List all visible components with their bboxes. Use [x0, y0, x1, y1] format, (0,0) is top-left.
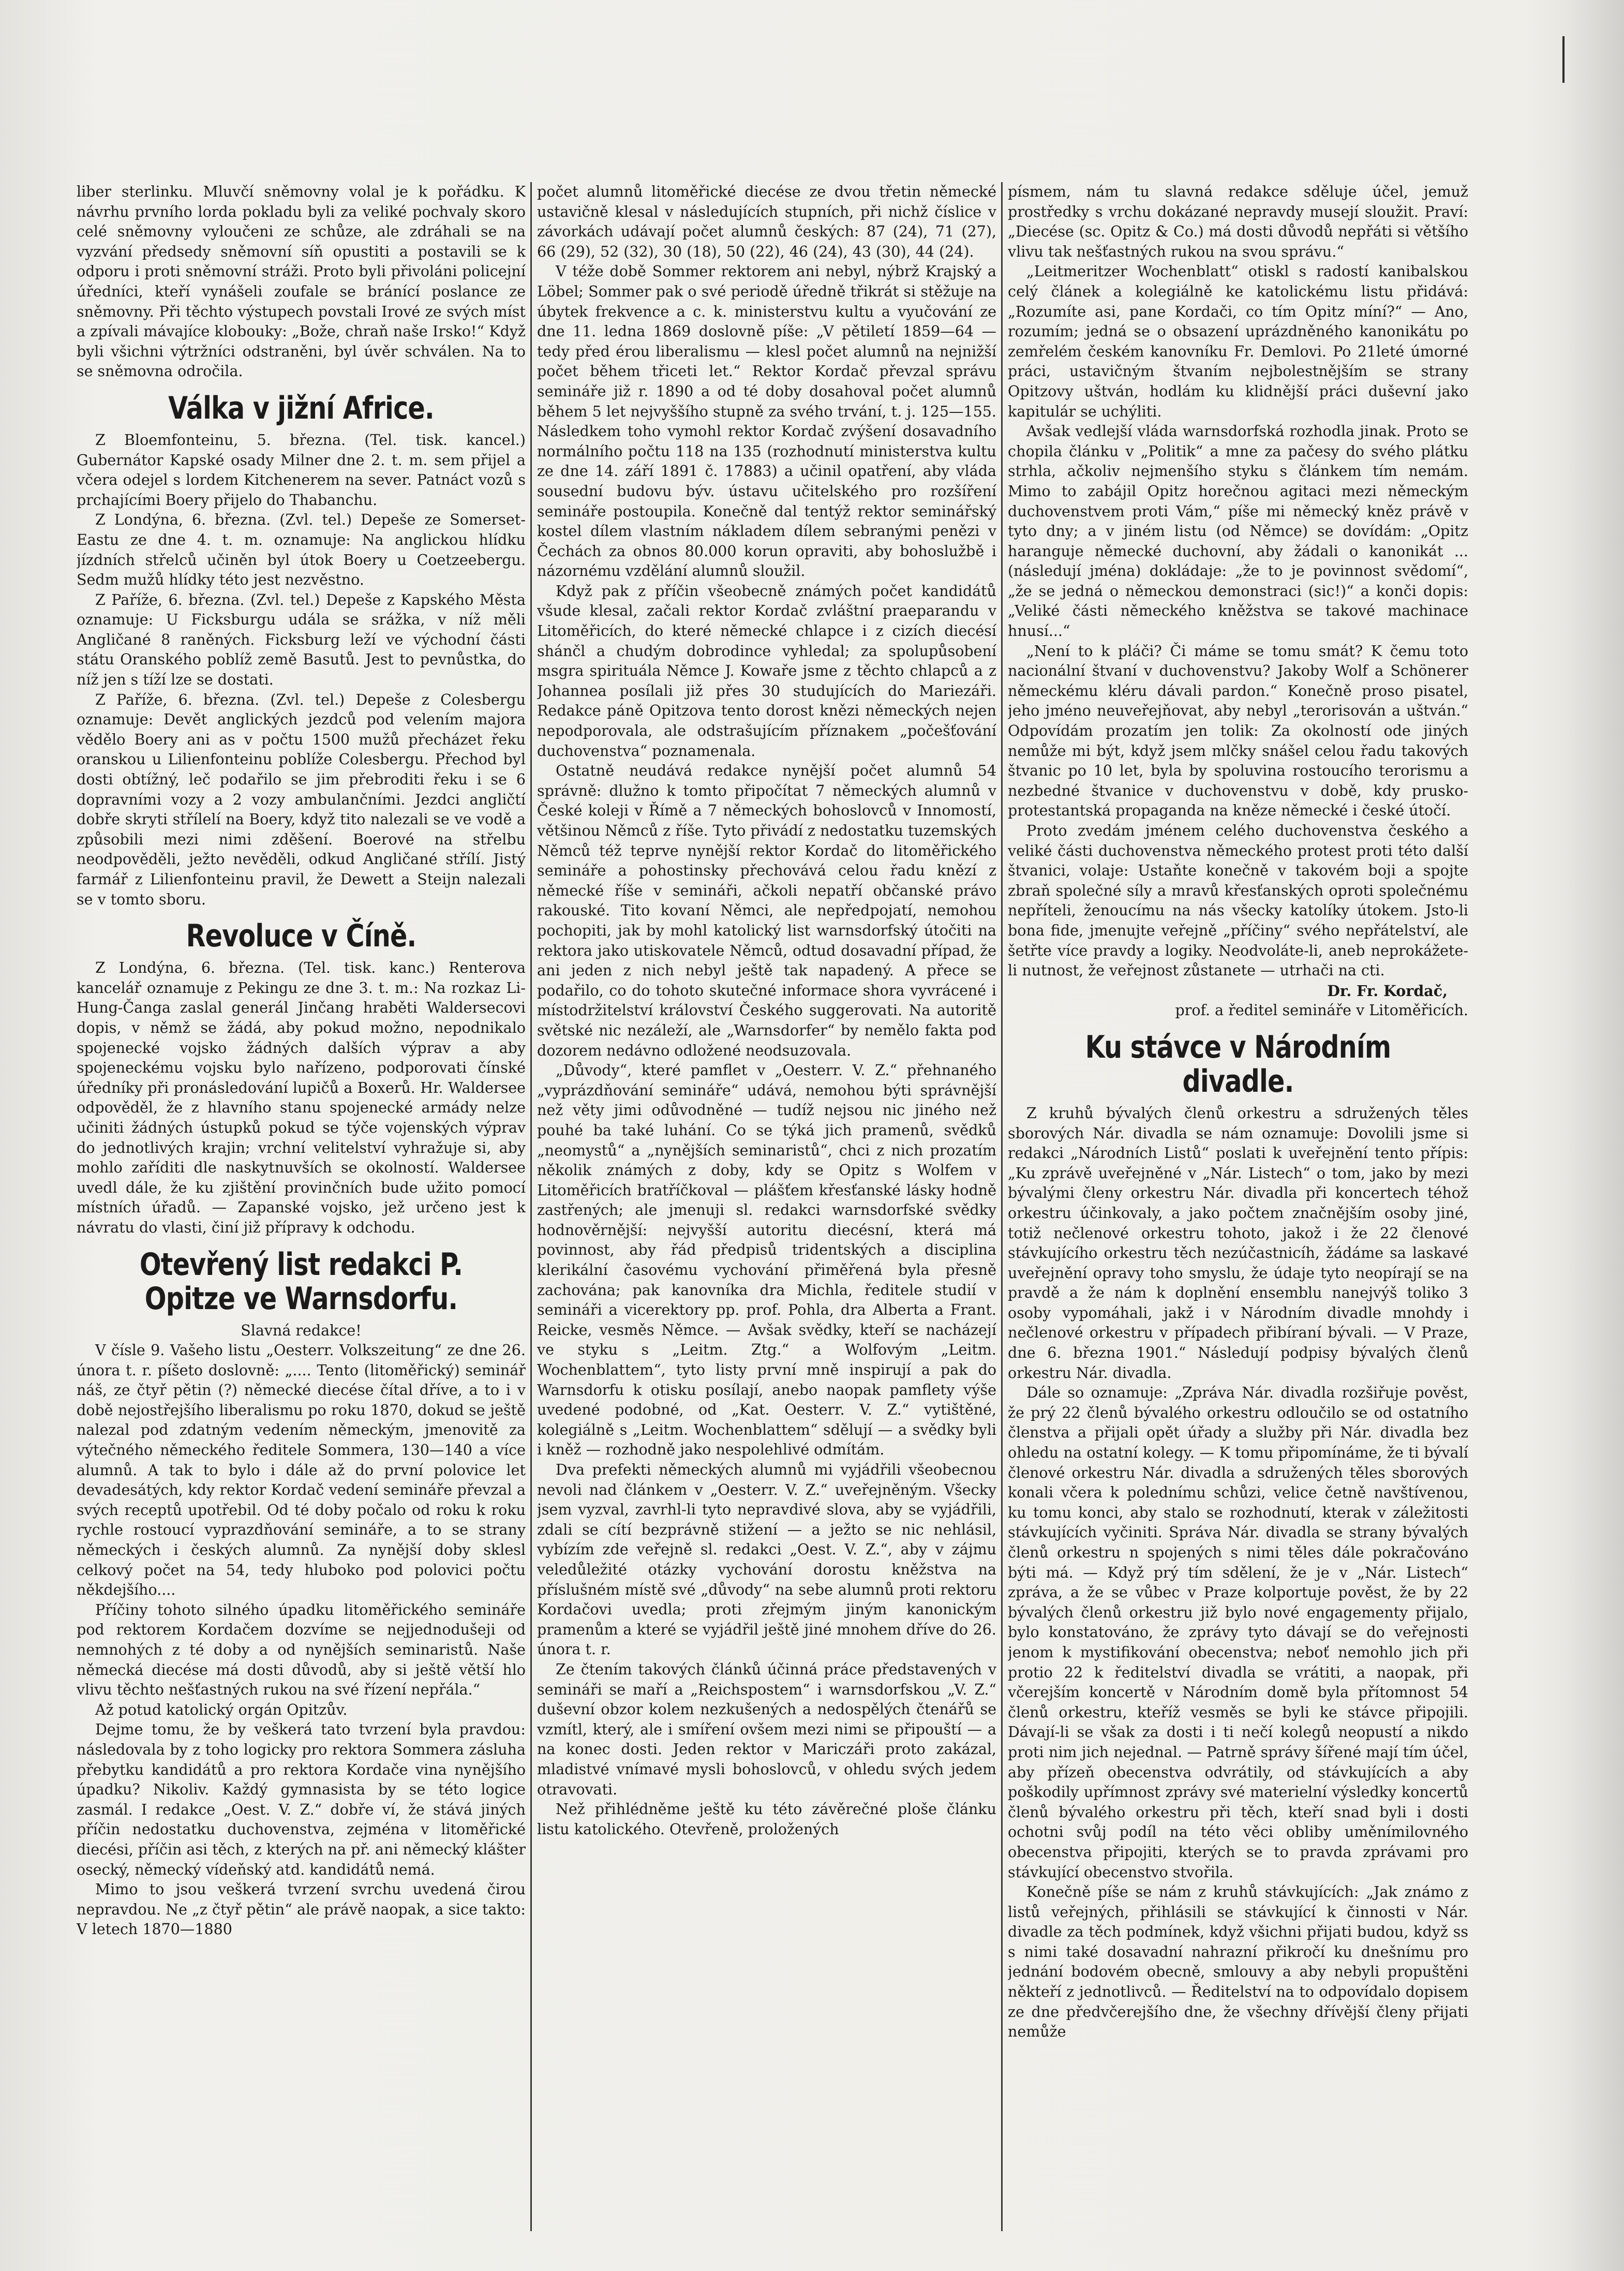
- letter-end-3: Avšak vedlejší vláda warnsdorfská rozhodla jinak. Proto se chopila článku v „Politik“ a mne za pačesy do svého plátku strhla, ačkoliv nejmenšího styku s článkem tím nemám. Mimo to zabájil Opitz horečnou agitaci mezi německým duchovenstvem proti Vám,“ píše mi německý kněz právě v tyto dny; a v jiném listu (od Němce) se dovídám: „Opitz haranguje německé duchovní, aby žádali o kanonikát ... (následují jména) dokládaje: „že to je povinnost svědomí“, „že se jedná o německou demonstraci (sic!)“ a konči dopis: „Veliké části německého kněžstva se takové machinace hnusí...“: [1008, 423, 1468, 640]
- letter-salutation: Slavná redakce!: [241, 1322, 362, 1339]
- africa-report-3: Z Paříže, 6. března. (Zvl. tel.) Depeše z Kapského Města oznamuje: U Ficksburgu udála se srážka, v níž měli Angličané 8 raněných. Ficksburg leží ve východní části státu Oranského poblíž země Basutů. Jest to pevnůstka, do níž jen s tíží lze se dostati.: [77, 591, 526, 689]
- strike-paragraph-3: Konečně píše se nám z kruhů stávkujících: „Jak známo z listů veřejných, přihlásili se stávkující k činnosti v Nár. divadle za těch podmínek, když všichni přijati budou, když ss s nimi také dosavadní nahrazní přikročí ku dnešnímu pro jednání bodovém obecně, smlouvy a aby nebyli propuštěni někteří z jednotlivců. — Ředitelství na to odpovídalo dopisem ze dne předvčerejšího dne, že všechny dřívější členy přijati nemůže: [1008, 1883, 1468, 2041]
- column-2: [537, 182, 996, 2242]
- china-report: Z Londýna, 6. března. (Tel. tisk. kanc.) Renterova kancelář oznamuje z Pekingu ze dne 3. t. m.: Na rozkaz Li-Hung-Čanga zaslal generál Jinčang hraběti Waldersecovi dopis, v němž se žádá, aby pokud možno, nepodnikalo spojenecké vojsko žádných dalších výprav a aby spojeneckému vojsku bylo nařízeno, podporovati čínské úředníky při pronásledování lupičů a Boxerů. Hr. Waldersee odpověděl, že z hlavního stanu spojenecké armády nelze učiniti žádných ústupků pokud se týče vojenských výprav do jednotlivých krajin; vrchní velitelství vyhražuje si, aby mohlo zaříditi dle naskytnuvších se okolností. Waldersee uvedl dále, že ku zjištění provinčních bude užito pomocí místních úřadů. — Zapanské vojsko, jež určeno jest k návratu do vlasti, činí již přípravy k odchodu.: [77, 959, 526, 1236]
- letter-end-2: „Leitmeritzer Wochenblatt“ otiskl s radostí kanibalskou celý článek a kolegiálně ke katolickému listu přidává: „Rozumíte asi, pane Kordači, co tím Opitz míní?“ — Ano, rozumím; jedná se o obsazení uprázdněného kanonikátu po zemřelém českém kanovníku Fr. Demlovi. Po 21leté úmorné práci, ustavičným štvaním nejbolestnějším se strany Opitzovy uštván, hodlám ku klidnější práci duševní jako kapitulár se uchýliti.: [1008, 263, 1468, 420]
- letter-continued-4: Ostatně neudává redakce nynější počet alumnů 54 správně: dlužno k tomto připočítat 7 německých alumnů v České koleji v Římě a 7 německých bohoslovců v Innomostí, většinou Němců z říše. Tyto přivádí z nedostatku tuzemských Němců též teprve nynější rektor Kordač do litoměřického semináře a pohostinsky přechovává celou řadu knězí z německé říše v semináři, ačkoli nepatří občanské právo rakouské. Tito kovaní Němci, ale nepředpojatí, nemohou pochopiti, jak by mohl katolický list warnsdorfský útočiti na rektora jako utiskovatele Němců, odtud dosavadní případ, že ani jeden z nich nebyl ještě tak napadený. A přece se podařilo, co do tohoto skutečné informace shora vyvrácené i místodržitelství království Českého suggerovati. Na autoritě světské nic nezáleží, ale „Warnsdorfer“ by nemělo fakta pod dozorem nedávno odložené neodsuzovala.: [537, 762, 996, 1059]
- letter-continued-3: Když pak z příčin všeobecně známých počet kandidátů všude klesal, začali rektor Kordač zvláštní praeparandu v Litoměřicích, do které německé chlapce i z cizích diecésí shánčl a chudým dobrodince vyhledal; za spolupůsobení msgra spirituála Němce J. Kowaře jsme z těchto chlapců a z Johannea posílali již přes 30 studujících do Mariezáři. Redakce páně Opitzova tento dorost knězi německých nejen nepodporovala, ale odstrašujícím příznakem „počešťování duchovenstva“ poznamenala.: [537, 582, 996, 760]
- strike-paragraph-2: Dále so oznamuje: „Zpráva Nár. divadla rozšiřuje pověst, že prý 22 členů bývalého orkestru odloučilo se od ostatního členstva a přijali opět úřady a služby při Nár. divadla bez ohledu na ostatní kolegy. — K tomu připomínáme, že ti bývalí členové orkestru Nár. divadla a sdružených těles sborových konali včera k polednímu schůzi, velice četně navštívenou, ku tomu konci, aby stalo se rozhodnutí, kterak v záležitosti stávkujících vyčiniti. Správa Nár. divadla se strany bývalých členů orkestru n spojených s nimi těles dále pokračováno býti má. — Když prý tím sdělení, že je v „Nár. Listech“ zpráva, a že se vůbec v Praze kolportuje pověst, že by 22 bývalých členů orkestru již bylo nové engagementy přijalo, bylo konstatováno, že zprávy tyto dávají se do veřejnosti jenom k mystifikování obecenstva; neboť nemohlo jich při protio 22 k ředitelství divadla se vrátiti, a naopak, při včerejším koncertě v Národním domě byla přítomnost 54 členů orkestru, kteříž vesměs se byli ke stávce připojili. Dávají-li se však za dosti i ti nečí kolegů neopustí a nikdo proti nim jich nejednal. — Patrně správy šířené mají tím účel, aby přízeň obecenstva odvrátily, od stávkujících a aby poškodily upřímnost zprávy své materielní výsledky koncertů členů bývalého orkestru při těch, kteří snad byli i dosti ochotni svůj podíl na této věci obliby uměnímilovného obecenstva připojiti, kterých se to pravda zprávami pro stávkující obecenstvo stvořila.: [1008, 1384, 1468, 1881]
- letter-end-4: „Není to k pláči? Či máme se tomu smát? K čemu toto nacionální štvaní v duchovenstvu? Jakoby Wolf a Schönerer německému kléru dávali pardon.“ Konečně proso pisatel, jeho jméno neuveřejňovat, aby nebyl „terorisován a uštván.“ Odpovídám prozatím jen tolik: Za okolností ode jiných nemůže mi být, když jsem mlčky snášel celou řadu takových štvanic po 10 let, byla by spoluvina rostoucího terorismu a nezbedné štvanice v duchovenstvu v době, kdy prusko-protestantská propaganda na kněze německé i české útočí.: [1008, 642, 1468, 820]
- letter-paragraph-3: Až potud katolický orgán Opitzův.: [95, 1701, 348, 1718]
- letter-paragraph-2: Příčiny tohoto silného úpadku litoměřického semináře pod rektorem Kordačem dozvíme se nejjednodušeji od nemnohých z té doby a od nynějších seminaristů. Naše německá diecése má dosti důvodů, aby si ještě větší hlo vlivu těchto nešťastných rukou na své řízení nepřála.“: [77, 1601, 526, 1699]
- margin-mark: [1562, 36, 1565, 83]
- column-rule-1: [530, 182, 532, 2231]
- headline-open-letter: Otevřený list redakci P. Opitze ve Warnsdorfu.: [139, 1246, 463, 1317]
- africa-report-2: Z Londýna, 6. března. (Zvl. tel.) Depeše ze Somerset-Eastu ze dne 4. t. m. oznamuje: Na anglickou hlídku jízdních střelců učiněn byl útok Boery u Coetzeebergu. Sedm mužů hlídky této jest nezvěstno.: [77, 511, 526, 589]
- headline-south-africa: Válka v jižní Africe.: [168, 390, 434, 426]
- letter-end-5: Proto zvedám jménem celého duchovenstva českého a veliké části duchovenstva německého protest proti této další štvanici, volaje: Ustaňte konečně v takovém boji a spojte zbraň společné síly a mravů křesťanských oproti společnému nepříteli, ženoucímu na nás všecky katolíky útokem. Jsto-li bona fide, jmenujte veřejně „příčiny“ svého nepřátelství, ale šetřte více pravdy a logiky. Neodvoláte-li, aneb neprokážete-li nutnost, že veřejnost zůstanete — utrhači na cti.: [1008, 822, 1468, 979]
- column-1: [77, 182, 526, 2242]
- letter-continued-7: Ze čtením takových článků účinná práce představených v semináři se maří a „Reichspostem“ i warnsdorfskou „V. Z.“ duševní obzor kolem nezkušených a nedospělých čtenářů se vzmítl, který, ale i smíření ovšem mezi nimi se připouští — a na konec dosti. Jeden rektor v Mariczáři proto zakázal, mladistvé vnímavé mysli bohoslovců, v ohledu svých jedem otravovati.: [537, 1660, 996, 1798]
- letter-continued-8: Než přihlédněme ještě ku této závěrečné ploše článku listu katolického. Otevřeně, proložených: [537, 1801, 996, 1838]
- page-edge-shadow: [1567, 0, 1624, 2271]
- letter-paragraph-5: Mimo to jsou veškerá tvrzení svrchu uvedená čirou nepravdou. Ne „z čtyř pětin“ ale právě naopak, a sice takto: V letech 1870—1880: [77, 1881, 526, 1938]
- letter-continued-2: V téže době Sommer rektorem ani nebyl, nýbrž Krajský a Löbel; Sommer pak o své periodě úředně třikrát si stěžuje na úbytek frekvence a c. k. ministerstvu kultu a vyučování ze dne 11. ledna 1869 doslovně píše: „V pětiletí 1859—64 — tedy před érou liberalismu — klesl počet alumnů na nejnižší počet během třiceti let.“ Rektor Kordač převzal správu semináře již r. 1890 a od té doby dosahoval počet alumnů během 5 let nejvyššího stupně za svého trvání, t. j. 125—155. Následkem toho vymohl rektor Kordač zvýšení dosavadního normálního počtu 118 na 135 (rozhodnutí ministerstva kultu ze dne 14. září 1891 č. 17883) a učinil opatření, aby vláda sousední budovu býv. ústavu učitelského pro rozšíření semináře postoupila. Konečně dal tentýž rektor seminářský kostel dílem vlastním nákladem dílem sebranými penězi v Čechách za obnos 80.000 korun opraviti, aby bohoslužbě i názornému vzdělání alumnů sloužil.: [537, 263, 996, 580]
- strike-paragraph-1: Z kruhů bývalých členů orkestru a sdružených těles sborových Nár. divadla se nám oznamuje: Dovolili jsme si redakci „Národních Listů“ poslati k uveřejnění tento přípis: „Ku zprávě uveřejněné v „Nár. Listech“ o tom, jako by mezi bývalými členy orkestru Nár. divadla při koncertech téhož orkestru účinkovaly, a jako počtem značnějším osoby jiné, totiž nečlenové orkestru tohoto, jakož i že 22 členové stávkujícího orkestru těch nezúčastnicíh, žádáme sa laskavé uveřejnění opravy toho smyslu, že údaje tyto neopírají se na pravdě a že nám k doplnění ensemblu nanejvýš toliko 3 osoby vypomáhali, jakž i v Národním divadle mnohdy i nečlenové orkestru v případech přibíraní bývali. — V Praze, dne 6. března 1901.“ Následují podpisy bývalých členů orkestru Nár. divadla.: [1008, 1104, 1468, 1382]
- africa-report-4: Z Paříže, 6. března. (Zvl. tel.) Depeše z Colesbergu oznamuje: Devět anglických jezdců pod velením majora vědělo Boery ani as v počtu 1500 mužů přecházet řeku oranskou u Lilienfonteinu poblíže Colesbergu. Přechod byl dosti obtížný, leč podařilo se jim přebroditi řeku i se 6 dopravními vozy a 2 vozy ambulančními. Jezdci angličtí dobře skryti střílelí na Boery, když tito nalezali se ve vodě a způsobili mezi nimi zděšení. Boerové na střelbu neodpověděli, ježto nevěděli, odkud Angličané střílí. Jistý farmář z Lilienfonteinu pravil, že Dewett a Steijn nalezali se v tomto sboru.: [77, 691, 526, 908]
- headline-theatre-strike: Ku stávce v Národním divadle.: [1085, 1029, 1391, 1100]
- letter-continued-5: „Důvody“, které pamflet v „Oesterr. V. Z.“ přehnaného „vyprázdňování semináře“ udává, nemohou býti správnější než věty jimi odůvodněné — tudíž nejsou nic jiného než pouhé ba také luhání. Co se týká jich pramenů, svědků „neomystů“ a „nynějších seminaristů“, chci z nich prozatím několik známých z doby, kdy se Opitz s Wolfem v Litoměřicích bratříčkoval — plášťem křesťanské lásky hodně zastřených; ale jmenuji sl. redakci warnsdorfské svědky hodnověrnější: nejvyšší autoritu diecésní, která má povinnost, aby řád předpisů tridentských a disciplina klerikální časovému vychování přiměřená byla přesně zachována; pak kanovníka dra Michla, ředitele studií v semináři a vicerektory pp. prof. Pohla, dra Alberta a Frant. Reicke, vesměs Němce. — Avšak svědky, kteří se nacházejí ve styku s „Leitm. Ztg.“ a Wolfovým „Leitm. Wochenblattem“, tyto listy první mně inspirují a pak do Warnsdorfu k otisku posílají, anebo naopak pamflety výše uvedené podobné, od „Kat. Oesterr. V. Z.“ vytištěné, kolegiálně s „Leitm. Wochenblattem“ sdělují — a svědky byli i kněž — rozhodně jako nespolehlivé odmítám.: [537, 1062, 996, 1459]
- letter-paragraph-4: Dejme tomu, že by veškerá tato tvrzení byla pravdou: následovala by z toho logicky pro rektora Sommera zásluha přebytku kandidátů a pro rektora Kordače vina nynějšího úpadku? Nikoliv. Každý gymnasista by se této logice zasmál. I redakce „Oest. V. Z.“ dobře ví, že stává jiných příčin nedostatku duchovenstva, zejména v litoměřické diecési, příčin asi těch, z kterých na př. ani německý klášter osecký, německý vídeňský atd. kandidátů nemá.: [77, 1721, 526, 1878]
- letter-paragraph-1: V čísle 9. Vašeho listu „Oesterr. Volkszeitung“ ze dne 26. února t. r. píšeto doslovně: „.... Tento (litoměřický) seminář náš, ze čtyř pětin (?) německé diecése čítal dříve, a to i v době nejostřejšího liberalismu po roku 1870, dokud se ještě nalezal pod zdatným vedením německým, jmenovitě za výtečného německého ředitele Sommera, 130—140 a více alumnů. A tak to bylo i dále až do první polovice let devadesátých, kdy rektor Kordač vedení semináře převzal a svých receptů upotřebil. Od té doby počalo od roku k roku rychle rostoucí vyprazdňování semináře, a to se strany německých i českých alumnů. Za nynější doby sklesl celkový počet na 54, tedy hluboko pod polovici počtu někdejšího....: [77, 1342, 526, 1599]
- letter-continued-6: Dva prefekti německých alumnů mi vyjádřili všeobecnou nevoli nad článkem v „Oesterr. V. Z.“ uveřejněným. Všecky jsem vyzval, zavrhl-li tyto nepravdivé slova, aby se vyjádřili, zdali se cítí bezprávně stižení — a ježto se nic nehlásil, vybízím zde veřejně sl. redakci „Oest. V. Z.“, aby v zájmu veledůležité otázky vychování dorostu kněžstva na příslušném místě své „důvody“ na sebe alumnů proti rektoru Kordačovi uvedla; proti zřejmým jiným kanonickým pramenům a které se vyjádřil ještě jiné mnohem dříve do 26. února t. r.: [537, 1461, 996, 1658]
- letter-end-1: písmem, nám tu slavná redakce sděluje účel, jemuž prostředky s vrchu dokázané nepravdy musejí sloužit. Praví: „Diecése (sc. Opitz & Co.) má dosti důvodů nepřáti si většího vlivu tak nešťastných rukou na svou správu.“: [1008, 183, 1468, 260]
- letter-continued-1: počet alumnů litoměřické diecése ze dvou třetin německé ustavičně klesal v následujících stupních, při nichž číslice v závorkách udávají počet alumnů českých: 87 (24), 71 (27), 66 (29), 52 (32), 30 (18), 50 (22), 46 (24), 43 (30), 44 (24).: [537, 183, 996, 260]
- signature-title: prof. a ředitel semináře v Litoměřicích.: [1175, 1002, 1468, 1019]
- column-rule-2: [1001, 182, 1003, 2231]
- signature-name: Dr. Fr. Kordač,: [1327, 982, 1448, 1000]
- column-3: [1008, 182, 1468, 2242]
- parliament-article-end: liber sterlinku. Mluvčí sněmovny volal je k pořádku. K návrhu prvního lorda pokladu byli za veliké pochvaly skoro celé sněmovny vyloučeni ze schůze, ale zdráhali se na vyzvání předsedy sněmovní síň opustiti a postavili se k odporu i proti sněmovní stráži. Proto byli přivoláni policejní úředníci, kteří vynášeli zoufale se bránící poslance ze sněmovny. Při těchto výstupech povstali Irové ze svých míst a zpívali mávajíce klobouky: „Bože, chraň naše Irsko!“ Když byli všichni výtržníci odstraněni, byl úvěr schválen. Na to se sněmovna odročila.: [77, 183, 526, 380]
- headline-china: Revoluce v Číně.: [186, 918, 416, 955]
- africa-report-1: Z Bloemfonteinu, 5. března. (Tel. tisk. kancel.) Gubernátor Kapské osady Milner dne 2. t. m. sem přijel a včera odejel s lordem Kitchenerem na sever. Patnáct vozů s prchajícími Boery přijelo do Thabanchu.: [77, 431, 526, 509]
